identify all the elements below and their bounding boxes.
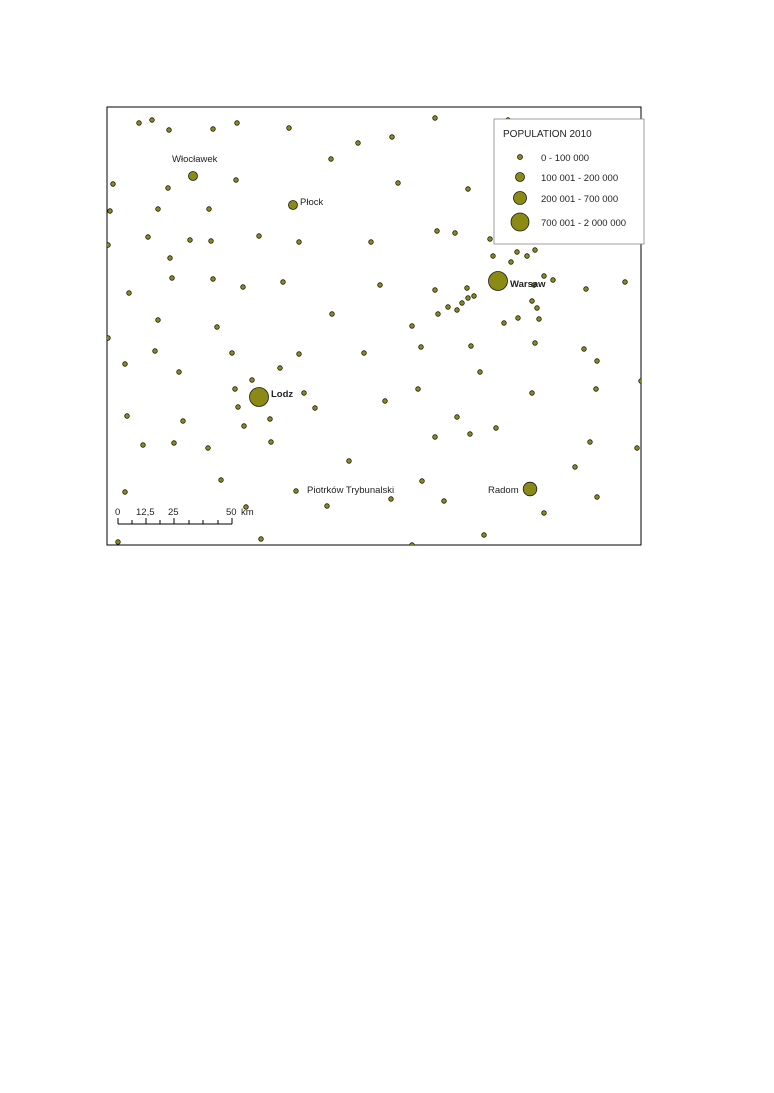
- city-symbol-small: [209, 239, 214, 244]
- city-symbol-small: [420, 479, 425, 484]
- city-symbol-small: [478, 370, 483, 375]
- city-symbol-small: [302, 391, 307, 396]
- city-symbol-large: [523, 482, 537, 496]
- city-symbol-small: [241, 285, 246, 290]
- legend-title: POPULATION 2010: [503, 129, 592, 140]
- legend-label-class-3: 700 001 - 2 000 000: [541, 218, 627, 229]
- city-symbol-small: [106, 336, 111, 341]
- city-symbol-large: [189, 172, 198, 181]
- city-symbol-small: [116, 540, 121, 545]
- label-lodz: Lodz: [271, 389, 294, 400]
- city-symbol-small: [595, 495, 600, 500]
- city-symbol-small: [313, 406, 318, 411]
- city-symbol-small: [250, 378, 255, 383]
- city-symbol-small: [582, 347, 587, 352]
- legend-label-class-0: 0 - 100 000: [541, 153, 590, 164]
- city-symbol-small: [588, 440, 593, 445]
- city-symbol-small: [433, 288, 438, 293]
- city-symbol-small: [233, 387, 238, 392]
- city-symbol-large: [289, 201, 298, 210]
- city-symbol-small: [127, 291, 132, 296]
- city-symbol-small: [111, 182, 116, 187]
- city-symbol-small: [389, 497, 394, 502]
- city-symbol-small: [211, 277, 216, 282]
- city-symbol-small: [466, 296, 471, 301]
- city-symbol-small: [494, 426, 499, 431]
- city-symbol-small: [141, 443, 146, 448]
- legend-symbol-class-2: [514, 192, 527, 205]
- city-symbol-small: [329, 157, 334, 162]
- city-symbol-small: [219, 478, 224, 483]
- city-symbol-small: [533, 248, 538, 253]
- scale-unit: km: [241, 507, 254, 518]
- city-symbol-small: [537, 317, 542, 322]
- legend-label-class-1: 100 001 - 200 000: [541, 173, 619, 184]
- city-symbol-small: [542, 274, 547, 279]
- city-symbol-small: [433, 435, 438, 440]
- city-symbol-small: [362, 351, 367, 356]
- city-symbol-small: [482, 533, 487, 538]
- city-symbol-small: [150, 118, 155, 123]
- city-symbol-small: [123, 362, 128, 367]
- city-symbol-small: [472, 294, 477, 299]
- city-symbol-small: [378, 283, 383, 288]
- city-symbol-small: [168, 256, 173, 261]
- legend-label-class-2: 200 001 - 700 000: [541, 194, 619, 205]
- city-symbol-small: [410, 324, 415, 329]
- label-piotrkow: Piotrków Trybunalski: [307, 485, 395, 496]
- city-symbol-small: [446, 305, 451, 310]
- city-symbol-small: [166, 186, 171, 191]
- city-symbol-small: [170, 276, 175, 281]
- label-plock: Płock: [300, 197, 324, 208]
- city-symbol-small: [416, 387, 421, 392]
- city-symbol-small: [525, 254, 530, 259]
- city-symbol-small: [466, 187, 471, 192]
- city-symbol-small: [106, 243, 111, 248]
- city-symbol-small: [594, 387, 599, 392]
- city-symbol-small: [177, 370, 182, 375]
- city-symbol-small: [533, 341, 538, 346]
- city-symbol-small: [325, 504, 330, 509]
- legend-symbol-class-3: [511, 213, 529, 231]
- city-symbol-small: [465, 286, 470, 291]
- city-symbol-small: [123, 490, 128, 495]
- city-symbol-small: [206, 446, 211, 451]
- city-symbol-small: [436, 312, 441, 317]
- scale-tick-50: 50: [226, 507, 237, 518]
- city-symbol-small: [488, 237, 493, 242]
- city-symbol-small: [146, 235, 151, 240]
- city-symbol-small: [156, 318, 161, 323]
- city-symbol-small: [278, 366, 283, 371]
- city-symbol-small: [188, 238, 193, 243]
- city-symbol-small: [502, 321, 507, 326]
- city-symbol-small: [530, 391, 535, 396]
- city-symbol-small: [535, 306, 540, 311]
- city-symbol-small: [234, 178, 239, 183]
- city-symbol-small: [468, 432, 473, 437]
- city-symbol-small: [108, 209, 113, 214]
- city-symbol-small: [125, 414, 130, 419]
- city-symbol-small: [442, 499, 447, 504]
- city-symbol-small: [211, 127, 216, 132]
- city-symbol-small: [172, 441, 177, 446]
- city-symbol-small: [257, 234, 262, 239]
- city-symbol-small: [573, 465, 578, 470]
- city-symbol-small: [297, 352, 302, 357]
- city-symbol-small: [137, 121, 142, 126]
- city-symbol-small: [269, 440, 274, 445]
- city-symbol-small: [294, 489, 299, 494]
- city-symbol-small: [236, 405, 241, 410]
- scale-tick-0: 0: [115, 507, 121, 518]
- city-symbol-small: [153, 349, 158, 354]
- city-symbol-small: [469, 344, 474, 349]
- city-symbol-small: [207, 207, 212, 212]
- scale-tick-12-5: 12,5: [136, 507, 155, 518]
- city-symbol-small: [639, 379, 644, 384]
- city-symbol-small: [453, 231, 458, 236]
- city-symbol-small: [410, 543, 415, 548]
- city-symbol-small: [167, 128, 172, 133]
- legend: [494, 119, 644, 244]
- city-symbol-small: [491, 254, 496, 259]
- city-symbol-small: [230, 351, 235, 356]
- label-warsaw: Warsaw: [510, 279, 546, 290]
- city-symbol-small: [419, 345, 424, 350]
- city-symbol-small: [396, 181, 401, 186]
- city-symbol-small: [516, 316, 521, 321]
- city-symbol-small: [542, 511, 547, 516]
- city-symbol-small: [635, 446, 640, 451]
- city-symbol-small: [584, 287, 589, 292]
- label-wloclawek: Włocławek: [172, 154, 218, 165]
- city-symbol-small: [242, 424, 247, 429]
- scale-tick-25: 25: [168, 507, 179, 518]
- city-symbol-small: [281, 280, 286, 285]
- city-symbol-small: [455, 415, 460, 420]
- city-symbol-small: [551, 278, 556, 283]
- legend-symbol-class-0: [518, 155, 523, 160]
- city-symbol-large: [489, 272, 508, 291]
- city-symbol-small: [595, 359, 600, 364]
- city-symbol-small: [287, 126, 292, 131]
- city-symbol-small: [623, 280, 628, 285]
- city-symbol-small: [215, 325, 220, 330]
- city-symbol-small: [268, 417, 273, 422]
- legend-symbol-class-1: [516, 173, 525, 182]
- city-symbol-small: [235, 121, 240, 126]
- city-symbol-small: [369, 240, 374, 245]
- city-symbol-small: [347, 459, 352, 464]
- city-symbol-small: [156, 207, 161, 212]
- city-symbol-small: [515, 250, 520, 255]
- city-symbol-large: [250, 388, 269, 407]
- city-symbol-small: [509, 260, 514, 265]
- label-radom: Radom: [488, 485, 519, 496]
- city-symbol-small: [455, 308, 460, 313]
- city-symbol-small: [390, 135, 395, 140]
- city-symbol-small: [259, 537, 264, 542]
- city-symbol-small: [330, 312, 335, 317]
- city-symbol-small: [356, 141, 361, 146]
- city-symbol-small: [460, 301, 465, 306]
- city-symbol-small: [297, 240, 302, 245]
- city-symbol-small: [383, 399, 388, 404]
- city-symbol-small: [530, 299, 535, 304]
- city-symbol-small: [181, 419, 186, 424]
- city-symbol-small: [433, 116, 438, 121]
- city-symbol-small: [435, 229, 440, 234]
